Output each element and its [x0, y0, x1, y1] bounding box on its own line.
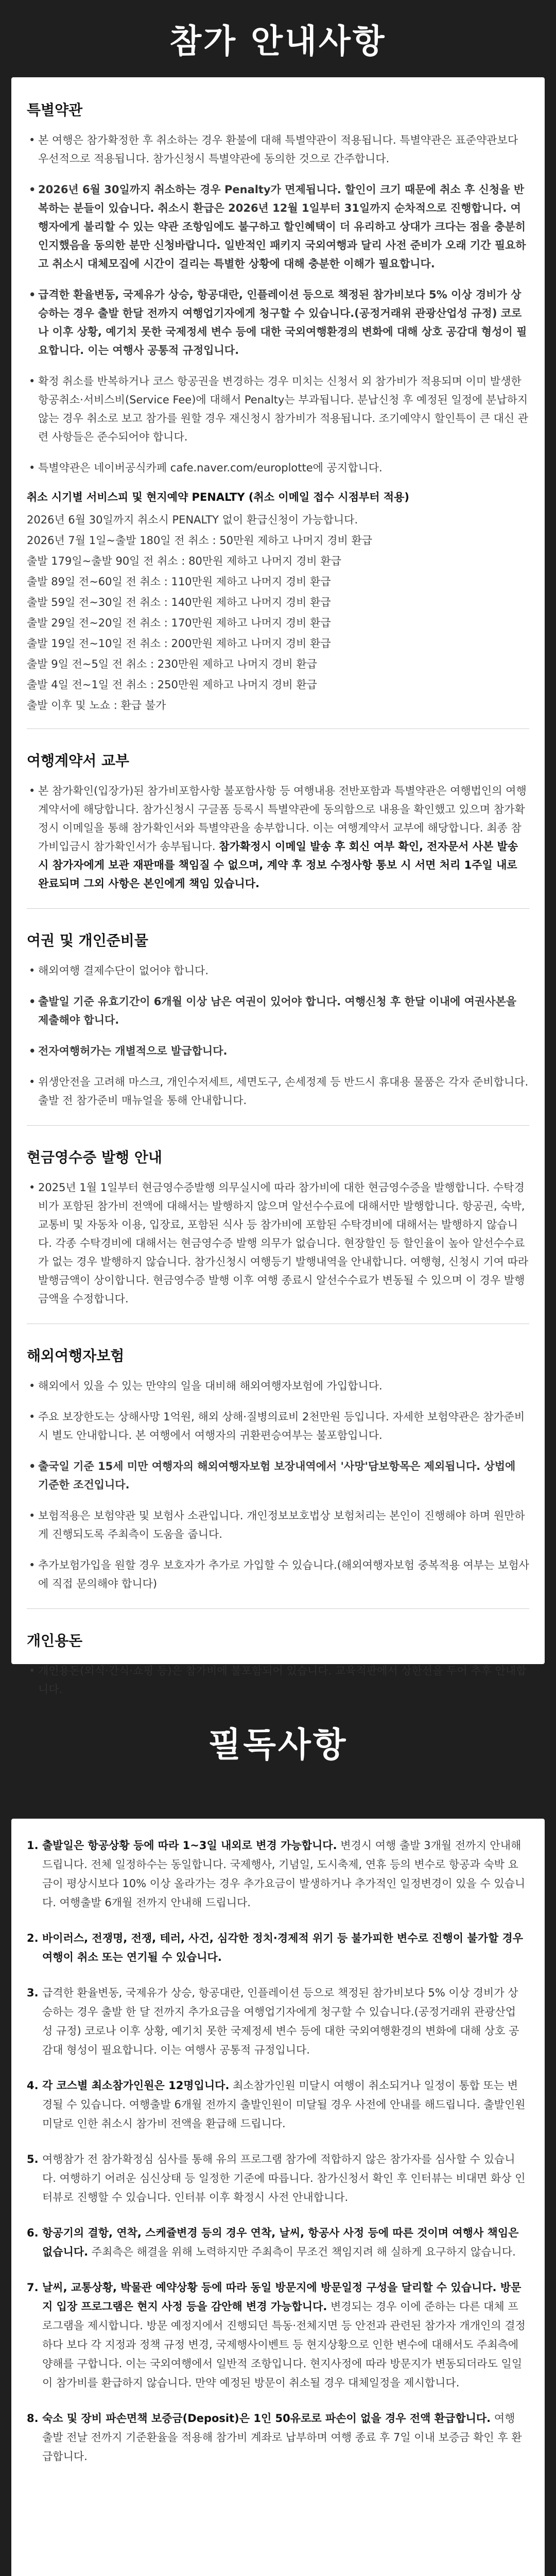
divider — [27, 1608, 529, 1609]
list-item — [27, 2224, 526, 2262]
penalty-line: 출발 9일 전~5일 전 취소 : 230만원 제하고 나머지 경비 환급 — [27, 658, 317, 670]
list-item: • 추가보험가입을 원할 경우 보호자가 추가로 가입할 수 있습니다.(해외여행자보험 중복적용 여부는 보험사에 직접 문의해야 합니다) — [27, 1556, 529, 1593]
item-body: 최소참가인원 미달시 여행이 취소되거나 일정이 통합 또는 변경될 수 있습니다. 여행출발 6개월 전까지 출발인원이 미달될 경우 사전에 안내를 해드립니다. 출발인원 미달로 인한 취소시 참가비 전액을 환급해 드립니다. — [42, 2079, 526, 2130]
list-item — [27, 1836, 526, 1912]
list-item: • 급격한 환율변동, 국제유가 상승, 항공대란, 인플레이션 등으로 책정된 참가비보다 5% 이상 경비가 상승하는 경우 출발 한달 전까지 여행업기자에게 청구할 수 있습니다.(공정거래위 관광산업성 규정) 코로나 이후 상황, 예기치 못한 국제정세 변수 등에 대한 국외여행환경의 변화에 대해 상호 공감대 형성이 필요합니다. 이는 여행사 공통적 규정입니다. — [27, 285, 529, 360]
contract-text: 본 참가확인(입장가)된 참가비포함사항 불포함사항 등 여행내용 전반포함과 특별약관은 여행법인의 여행계약서에 해당합니다. 참가신청시 구글폼 등록시 특별약관에 동의함으로 내용을 확인했고 있으며 참가확정시 이메일을 통해 참가확인서와 특별약관을 송부합니다. 이는 여행계약서 교부에 해당합니다. 최종 참가비입금시 참가확인서가 송부됩니다. — [38, 785, 527, 853]
list-item: • 주요 보장한도는 상해사망 1억원, 해외 상해·질병의료비 2천만원 등입니다. 자세한 보험약관은 참가준비 시 별도 안내합니다. 본 여행에서 여행자의 귀환편승여부는 불포함입니다. — [27, 1408, 529, 1445]
item-number: 8. — [27, 2412, 39, 2425]
penalty-line: 2026년 7월 1일~출발 180일 전 취소 : 50만원 제하고 나머지 경비 환급 — [27, 534, 373, 547]
item-text — [42, 2278, 526, 2393]
list-item — [27, 2409, 526, 2466]
section-title-passport: 여권 및 개인준비물 — [27, 932, 148, 949]
info-panel — [11, 77, 545, 1696]
list-item: • 개인용돈(외식·간식·쇼핑 등)은 참가비에 불포함되어 있습니다. 교육적판에서 상한선을 두어 추후 안내합니다. — [27, 1662, 529, 1699]
list-item — [27, 1984, 526, 2060]
list-item: • 해외여행 결제수단이 없어야 합니다. — [27, 961, 529, 980]
item-body: 여행참가 전 참가확정심 심사를 통해 유의 프로그램 참가에 적합하지 않은 참가자를 심사할 수 있습니다. 여행하기 어려운 심신상태 등 일정한 기준에 따릅니다. 참가신청서 확인 후 인터뷰는 비대면 화상 인터뷰로 진행할 수 있습니다. 인터뷰 이후 확정시 사전 안내합니다. — [42, 2153, 526, 2204]
item-number: 2. — [27, 1932, 39, 1944]
penalty-line: 출발 29일 전~20일 전 취소 : 170만원 제하고 나머지 경비 환급 — [27, 617, 331, 629]
must-read-panel — [11, 1819, 545, 2576]
item-text — [42, 2409, 526, 2466]
divider — [27, 728, 529, 729]
item-number: 7. — [27, 2281, 39, 2294]
item-lead: 출발일은 항공상황 등에 따라 1~3일 내외로 변경 가능합니다. — [42, 1839, 337, 1852]
penalty-line: 출발 19일 전~10일 전 취소 : 200만원 제하고 나머지 경비 환급 — [27, 637, 331, 650]
penalty-line: 2026년 6월 30일까지 취소시 PENALTY 없이 환급신청이 가능합니다. — [27, 514, 358, 526]
header — [0, 0, 556, 77]
list-item: • 확정 취소를 반복하거나 코스 항공권을 변경하는 경우 미치는 신청서 외 참가비가 적용되며 이미 발생한 항공취소·서비스비(Service Fee)에 대해서 Penalty는 부과됩니다. 분납신청 후 예정된 일정에 분납하지 않는 경우 취소로 보고 참가를 원할 경우 재신청시 참가비가 적용됩니다. 조기예약시 할인특이 큰 대신 관련 사항들은 준수되어야 합니다. — [27, 372, 529, 446]
divider — [27, 908, 529, 909]
list-item: • 보험적용은 보험약관 및 보험사 소관입니다. 개인정보보호법상 보험처리는 본인이 진행해야 하며 원만하게 진행되도록 주최측이 도움을 줍니다. — [27, 1506, 529, 1544]
item-text — [42, 1984, 526, 2060]
list-item: • 해외에서 있을 수 있는 만약의 일을 대비해 해외여행자보험에 가입합니다. — [27, 1377, 529, 1395]
penalty-line: 출발 179일~출발 90일 전 취소 : 80만원 제하고 나머지 경비 환급 — [27, 555, 341, 567]
list-item — [27, 2278, 526, 2393]
divider — [27, 1125, 529, 1126]
receipt-list — [27, 1178, 529, 1308]
item-text — [42, 2150, 526, 2207]
section-title-insurance: 해외여행자보험 — [27, 1347, 125, 1364]
list-item: • 2026년 6월 30일까지 취소하는 경우 Penalty가 면제됩니다. 할인이 크기 때문에 취소 후 신청을 반복하는 분들이 있습니다. 취소시 환급은 2026년 12월 1일부터 31일까지 순차적으로 진행합니다. 여행자에게 불리할 수 있는 약관 조항임에도 불구하고 할인혜택이 더 유리하고 상대가 크다는 점을 충분히 인지했음을 동의한 분만 신청바랍니다. 일반적인 패키지 국외여행과 달리 사전 준비가 오래 기간 필요하고 취소시 대체모집에 시간이 걸리는 특별한 상황에 대해 충분한 이해가 필요합니다. — [27, 180, 529, 273]
penalty-line: 출발 59일 전~30일 전 취소 : 140만원 제하고 나머지 경비 환급 — [27, 596, 331, 608]
penalty-schedule — [27, 489, 529, 713]
section-title-contract: 여행계약서 교부 — [27, 752, 130, 769]
item-number: 3. — [27, 1987, 39, 1999]
item-number: 6. — [27, 2227, 39, 2239]
item-body: 급격한 환율변동, 국제유가 상승, 항공대란, 인플레이션 등으로 책정된 참가비보다 5% 이상 경비가 상승하는 경우 출발 한 달 전까지 추가요금을 여행업기자에게 청구할 수 있습니다.(공정거래위 관광산업성 규정) 코로나 이후 상황, 예기치 못한 국제정세 변수 등에 대한 국외여행환경의 변화에 대해 상호 공감대 형성이 필요합니다. 이는 여행사 공통적 규정입니다. — [42, 1987, 519, 2056]
item-lead: 항공기의 결항, 연착, 스케쥴변경 등의 경우 연착, 날씨, 항공사 사정 등에 따른 것이며 여행사 책임은 없습니다. — [42, 2227, 519, 2258]
item-body: 주최측은 해결을 위해 노력하지만 주최측이 무조건 책임지려 해 실하게 요구하지 않습니다. — [88, 2246, 516, 2258]
contract-bold-text: 참가확정시 이메일 발송 후 회신 여부 확인, 전자문서 사본 발송 시 참가자에게 보관 재판매를 책임질 수 없으며, 계약 후 정보 수정사항 통보 시 서면 처리 1주일 내로 완료되며 그외 사항은 본인에게 책임 있습니다. — [38, 840, 518, 890]
list-item: • 특별약관은 네이버공식카페 cafe.naver.com/europlotte에 공지합니다. — [27, 459, 529, 477]
list-item: • 출국일 기준 15세 미만 여행자의 해외여행자보험 보장내역에서 '사망'담보항목은 제외됩니다. 상법에 기준한 조건입니다. — [27, 1457, 529, 1494]
list-item: • 전자여행허가는 개별적으로 발급합니다. — [27, 1042, 529, 1060]
list-item: • 출발일 기준 유효기간이 6개월 이상 남은 여권이 있어야 합니다. 여행신청 후 한달 이내에 여권사본을 제출해야 합니다. — [27, 992, 529, 1029]
list-item — [27, 782, 529, 893]
item-body: 변경되는 경우 이에 준하는 다른 대체 프로그램을 제시합니다. 방문 예정지에서 진행되던 특동·전체지면 등 안전과 관련된 참가자 개개인의 결정하다 보다 각 지정과 정책 규정 변경, 국제행사이벤트 등 현지상황으로 인한 변수에 대해서도 주최측에 양해를 구합니다. 이는 국외여행에서 일반적 조항입니다. 현지사정에 따라 방문지가 변동되더라도 일일이 참가비를 환급하지 않습니다. 만약 예정된 방문이 취소될 경우 대체일정을 제시합니다. — [42, 2300, 526, 2389]
item-text — [42, 1836, 526, 1912]
item-number: 1. — [27, 1839, 39, 1852]
passport-list — [27, 961, 529, 1110]
section-title-receipt: 현금영수증 발행 안내 — [27, 1149, 162, 1166]
item-body: 변경시 여행 출발 3개월 전까지 안내해 드립니다. 전체 일정하수는 동일합니다. 국제행사, 기념일, 도시축제, 연휴 등의 변수로 항공과 숙박 요금이 평상시보다 10% 이상 올라가는 경우 추가요금이 발생하거나 추가적인 일정변경이 있을 수 있습니다. 여행출발 6개월 전까지 안내해 드립니다. — [42, 1839, 526, 1909]
item-number: 5. — [27, 2153, 39, 2165]
section-title-pocket-money: 개인용돈 — [27, 1632, 83, 1649]
penalty-line: 출발 89일 전~60일 전 취소 : 110만원 제하고 나머지 경비 환급 — [27, 575, 331, 588]
list-item: • 위생안전을 고려해 마스크, 개인수저세트, 세면도구, 손세정제 등 반드시 휴대용 물품은 각자 준비합니다. 출발 전 참가준비 매뉴얼을 통해 안내합니다. — [27, 1073, 529, 1110]
insurance-list — [27, 1377, 529, 1593]
list-item: • 본 여행은 참가확정한 후 취소하는 경우 환불에 대해 특별약관이 적용됩니다. 특별약관은 표준약관보다 우선적으로 적용됩니다. 참가신청시 특별약관에 동의한 것으로 간주합니다. — [27, 131, 529, 168]
page-title: 참가 안내사항 — [169, 23, 387, 61]
list-item: • 2025년 1월 1일부터 현금영수증발행 의무실시에 따라 참가비에 대한 현금영수증을 발행합니다. 수탁경비가 포함된 참가비 전액에 대해서는 발행하지 않으며 알선수수료에 대해서만 발행합니다. 항공권, 숙박, 교통비 및 자동차 이용, 입장료, 포함된 식사 등 참가비에 포함된 수탁경비에 대해서는 발행하지 않습니다. 각종 수탁경비에 대해서는 현금영수증 발행 의무가 없습니다. 현장할인 등 할인율이 높아 알선수수료가 없는 경우 발행하지 않습니다. 참가신청시 여행등기 발행내역을 안내합니다. 여행형, 신청시 기여 따라 발행금액이 상이합니다. 현금영수증 발행 이후 여행 종료시 알선수수료가 변동될 수 있으며 이 경우 발행금액을 수정합니다. — [27, 1178, 529, 1308]
must-read-title: 필독사항 — [208, 1724, 348, 1765]
list-item — [27, 2076, 526, 2133]
item-text — [42, 2224, 526, 2262]
item-lead: 바이러스, 전쟁명, 전쟁, 테러, 사건, 심각한 정치·경제적 위기 등 불가피한 변수로 진행이 불가할 경우 여행이 취소 또는 연기될 수 있습니다. — [42, 1932, 524, 1963]
penalty-line: 출발 이후 및 노쇼 : 환급 불가 — [27, 699, 166, 711]
item-text — [42, 2076, 526, 2133]
penalty-heading: 취소 시기별 서비스피 및 현지예약 PENALTY (취소 이메일 접수 시점부터 적용) — [27, 491, 410, 503]
item-lead: 각 코스별 최소참가인원은 12명입니다. — [42, 2079, 230, 2092]
list-item — [27, 1929, 526, 1967]
penalty-line: 출발 4일 전~1일 전 취소 : 250만원 제하고 나머지 경비 환급 — [27, 679, 317, 691]
list-item — [27, 2150, 526, 2207]
item-lead: 숙소 및 장비 파손면책 보증금(Deposit)은 1인 50유로로 파손이 없을 경우 전액 환급합니다. — [42, 2412, 491, 2425]
item-text — [42, 1929, 526, 1967]
must-read-list — [27, 1836, 526, 2466]
item-body: 여행 출발 전날 전까지 기준환율을 적용해 참가비 계좌로 납부하며 여행 종료 후 7일 이내 보증금 확인 후 환급합니다. — [42, 2412, 522, 2463]
special-terms-list — [27, 131, 529, 477]
item-number: 4. — [27, 2079, 39, 2092]
item-lead: 날씨, 교통상황, 박물관 예약상황 등에 따라 동일 방문지에 방문일정 구성을 달리할 수 있습니다. 방문지 입장 프로그램은 현지 사정 등을 감안해 변경 가능합니다. — [42, 2281, 522, 2313]
pocket-money-list — [27, 1662, 529, 1699]
contract-list — [27, 782, 529, 893]
section-title-special-terms: 특별약관 — [27, 101, 83, 118]
